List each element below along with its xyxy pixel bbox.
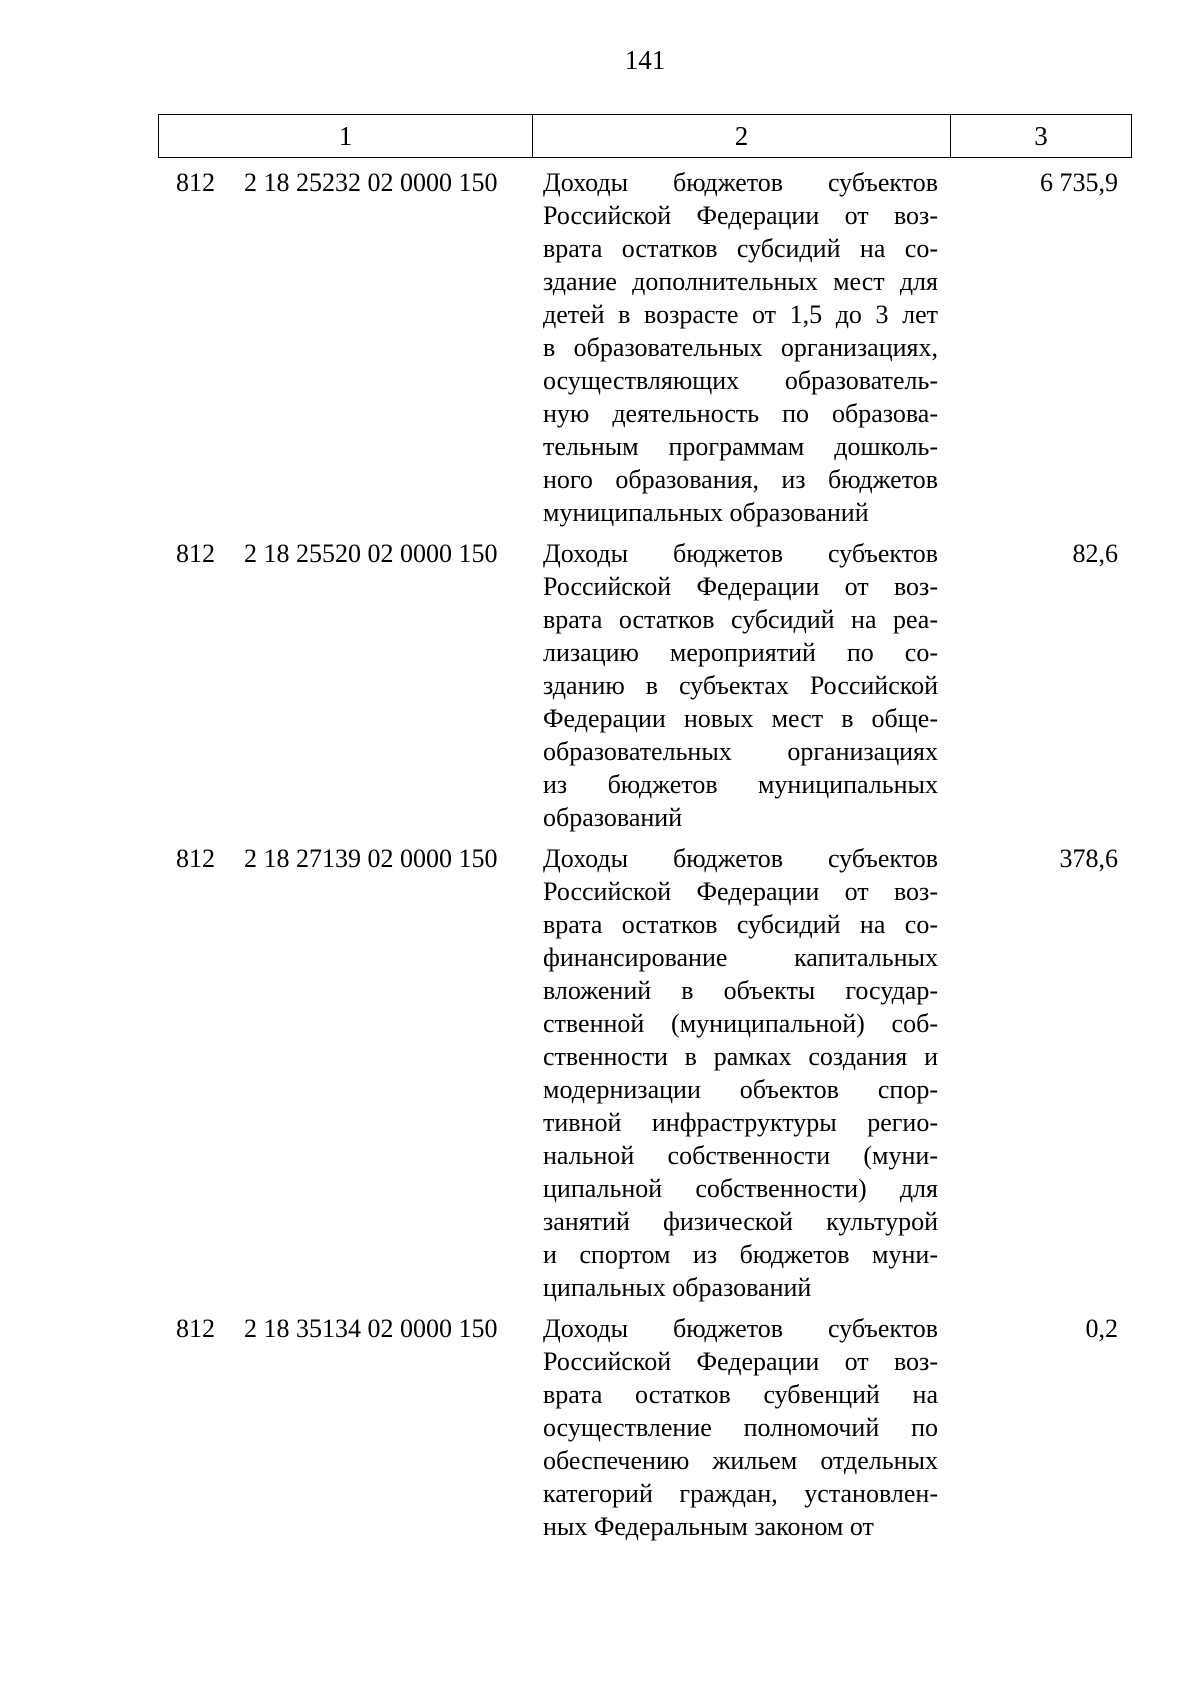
description-line: обеспечению жильем отдельных: [543, 1446, 938, 1475]
description-line: Российской Федерации от воз-: [543, 572, 938, 601]
description-line: ственности в рамках создания и: [543, 1042, 938, 1071]
description-line: Российской Федерации от воз-: [543, 1347, 938, 1376]
description-line: осуществление полномочий по: [543, 1413, 938, 1442]
table-row: [0, 1312, 1200, 1543]
amount-value: 378,6: [1059, 844, 1118, 873]
table-row: [0, 537, 1200, 834]
description-line: осуществляющих образователь-: [543, 366, 938, 395]
description-line: категорий граждан, установлен-: [543, 1479, 938, 1508]
income-code: 2 18 27139 02 0000 150: [244, 844, 498, 873]
page-number: 141: [624, 45, 666, 75]
description-line: тельным программам дошколь-: [543, 432, 938, 461]
description-line: ципальной собственности) для: [543, 1174, 938, 1203]
description-line: ного образования, из бюджетов: [543, 465, 938, 494]
income-description: [543, 537, 938, 834]
description-line: врата остатков субсидий на со-: [543, 910, 938, 939]
description-line: и спортом из бюджетов муни-: [543, 1240, 938, 1269]
description-line: врата остатков субсидий на со-: [543, 234, 938, 263]
description-line: муниципальных образований: [543, 498, 869, 527]
income-code: 2 18 25520 02 0000 150: [244, 539, 498, 568]
header-col-2: 2: [533, 115, 951, 157]
description-line: нальной собственности (муни-: [543, 1141, 938, 1170]
table-row: [0, 166, 1200, 529]
description-line: ных Федеральным законом от: [543, 1512, 874, 1541]
description-line: Доходы бюджетов субъектов: [543, 539, 938, 568]
description-line: из бюджетов муниципальных: [543, 770, 938, 799]
description-line: ственной (муниципальной) соб-: [543, 1009, 938, 1038]
description-line: Российской Федерации от воз-: [543, 201, 938, 230]
income-description: [543, 1312, 938, 1543]
description-line: вложений в объекты государ-: [543, 976, 938, 1005]
description-line: модернизации объектов спор-: [543, 1075, 938, 1104]
income-description: [543, 842, 938, 1304]
description-line: ную деятельность по образова-: [543, 399, 938, 428]
description-line: здание дополнительных мест для: [543, 267, 938, 296]
admin-code: 812: [176, 168, 215, 197]
description-line: в образовательных организациях,: [543, 333, 938, 362]
description-line: детей в возрасте от 1,5 до 3 лет: [543, 300, 938, 329]
description-line: Федерации новых мест в обще-: [543, 704, 938, 733]
description-line: финансирование капитальных: [543, 943, 938, 972]
header-col-1: 1: [159, 115, 533, 157]
description-line: образований: [543, 803, 683, 832]
amount-value: 0,2: [1085, 1314, 1118, 1343]
description-line: ципальных образований: [543, 1273, 812, 1302]
description-line: Российской Федерации от воз-: [543, 877, 938, 906]
description-line: зданию в субъектах Российской: [543, 671, 938, 700]
amount-value: 6 735,9: [1040, 168, 1118, 197]
description-line: лизацию мероприятий по со-: [543, 638, 938, 667]
description-line: тивной инфраструктуры регио-: [543, 1108, 938, 1137]
income-description: [543, 166, 938, 529]
description-line: врата остатков субвенций на: [543, 1380, 938, 1409]
table-header: [158, 114, 1132, 158]
amount-value: 82,6: [1072, 539, 1118, 568]
income-code: 2 18 25232 02 0000 150: [244, 168, 498, 197]
admin-code: 812: [176, 539, 215, 568]
description-line: Доходы бюджетов субъектов: [543, 168, 938, 197]
description-line: занятий физической культурой: [543, 1207, 938, 1236]
admin-code: 812: [176, 1314, 215, 1343]
description-line: Доходы бюджетов субъектов: [543, 844, 938, 873]
description-line: врата остатков субсидий на реа-: [543, 605, 938, 634]
header-col-3: 3: [1034, 120, 1048, 151]
admin-code: 812: [176, 844, 215, 873]
income-code: 2 18 35134 02 0000 150: [244, 1314, 498, 1343]
table-body: [0, 166, 1200, 1551]
table-row: [0, 842, 1200, 1304]
description-line: образовательных организациях: [543, 737, 938, 766]
description-line: Доходы бюджетов субъектов: [543, 1314, 938, 1343]
